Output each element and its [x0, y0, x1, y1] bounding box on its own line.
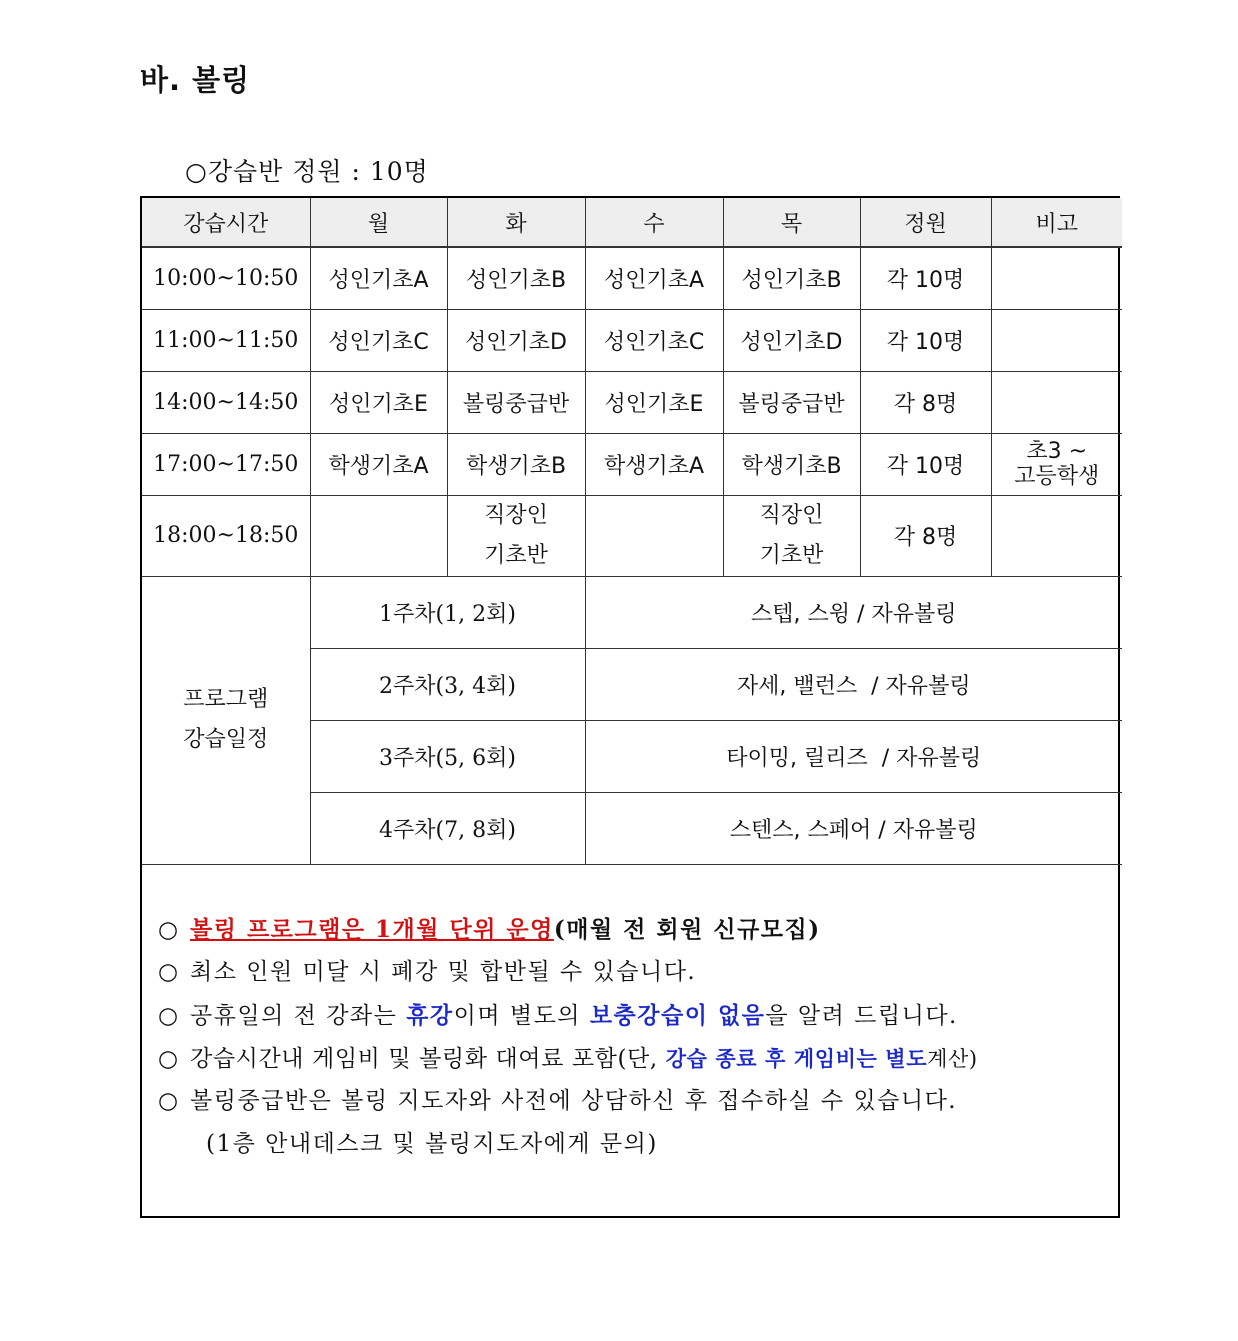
note-text: 이며 별도의 [453, 1003, 590, 1029]
capacity-cell: 각 10명 [860, 309, 991, 371]
table-header-row [142, 198, 1122, 247]
bullet-icon: ○ [158, 959, 180, 985]
class-cell [447, 495, 585, 576]
table-row [142, 309, 1122, 371]
program-label [142, 576, 310, 864]
header-wed: 수 [585, 198, 723, 247]
remarks-cell [991, 309, 1122, 371]
note-line [158, 1080, 1108, 1123]
note-text: (1층 안내데스크 및 볼링지도자에게 문의) [206, 1131, 658, 1157]
note-text: (매월 전 회원 신규모집) [553, 916, 821, 943]
note-line [158, 1037, 1108, 1080]
week-cell: 2주차(3, 4회) [310, 648, 585, 720]
header-mon: 월 [310, 198, 447, 247]
class-cell: 성인기초A [585, 247, 723, 309]
remarks-line: 고등학생 [1014, 464, 1100, 489]
class-cell: 학생기초A [310, 433, 447, 495]
class-cell: 성인기초C [310, 309, 447, 371]
class-cell: 학생기초A [585, 433, 723, 495]
class-line: 직장인 [759, 502, 824, 528]
week-cell: 3주차(5, 6회) [310, 720, 585, 792]
week-cell: 1주차(1, 2회) [310, 576, 585, 648]
capacity-cell: 각 8명 [860, 495, 991, 576]
remarks-cell [991, 495, 1122, 576]
week-content: 스텝, 스윙 / 자유볼링 [585, 576, 1122, 648]
table-row [142, 433, 1122, 495]
time-cell: 18:00~18:50 [142, 495, 310, 576]
remarks-line: 초3 ~ [1026, 439, 1088, 464]
note-text: 강습시간내 게임비 및 볼링화 대여료 포함(단, [190, 1046, 666, 1072]
note-text: 최소 인원 미달 시 폐강 및 합반될 수 있습니다. [190, 959, 697, 985]
note-text: 볼링중급반은 볼링 지도자와 사전에 상담하신 후 접수하실 수 있습니다. [190, 1088, 958, 1114]
class-cell: 학생기초B [723, 433, 860, 495]
capacity-cell: 각 10명 [860, 433, 991, 495]
capacity-cell: 각 10명 [860, 247, 991, 309]
section-heading: 바. 볼링 [140, 63, 251, 97]
class-cell [310, 495, 447, 576]
note-text: 계산) [927, 1047, 978, 1071]
notes-section [158, 908, 1108, 1166]
note-line [158, 951, 1108, 994]
class-cell: 볼링중급반 [447, 371, 585, 433]
header-time: 강습시간 [142, 198, 310, 247]
note-highlight-blue: 보충강습이 없음 [589, 1002, 766, 1029]
program-label-line: 강습일정 [183, 727, 269, 752]
class-line: 기초반 [484, 542, 548, 568]
note-line [158, 908, 1108, 951]
bullet-icon: ○ [158, 916, 180, 943]
class-line: 직장인 [484, 502, 548, 528]
header-thu: 목 [723, 198, 860, 247]
note-line [158, 1123, 1108, 1166]
class-cell [585, 495, 723, 576]
class-line: 기초반 [759, 542, 824, 568]
header-capacity: 정원 [860, 198, 991, 247]
time-cell: 11:00~11:50 [142, 309, 310, 371]
note-text: 공휴일의 전 강좌는 [190, 1003, 407, 1029]
program-label-line: 프로그램 [183, 687, 269, 712]
schedule-box [140, 196, 1120, 1218]
class-cell: 성인기초B [723, 247, 860, 309]
capacity-cell: 각 8명 [860, 371, 991, 433]
time-cell: 10:00~10:50 [142, 247, 310, 309]
class-cell: 성인기초E [310, 371, 447, 433]
remarks-cell [991, 433, 1122, 495]
remarks-cell [991, 371, 1122, 433]
bullet-icon: ○ [158, 1003, 180, 1029]
note-highlight-blue: 강습 종료 후 게임비는 별도 [665, 1046, 928, 1071]
program-row [142, 576, 1122, 648]
table-row [142, 495, 1122, 576]
capacity-line: ○강습반 정원 : 10명 [185, 157, 429, 186]
week-content: 자세, 밸런스 / 자유볼링 [585, 648, 1122, 720]
note-text: 을 알려 드립니다. [765, 1003, 958, 1029]
bullet-icon: ○ [158, 1088, 180, 1114]
table-row [142, 371, 1122, 433]
week-content: 스텐스, 스페어 / 자유볼링 [585, 792, 1122, 864]
class-cell: 학생기초B [447, 433, 585, 495]
header-tue: 화 [447, 198, 585, 247]
class-cell: 성인기초B [447, 247, 585, 309]
header-remarks: 비고 [991, 198, 1122, 247]
class-cell: 볼링중급반 [723, 371, 860, 433]
week-cell: 4주차(7, 8회) [310, 792, 585, 864]
class-cell: 성인기초D [447, 309, 585, 371]
class-cell: 성인기초C [585, 309, 723, 371]
note-line [158, 994, 1108, 1037]
table-row [142, 247, 1122, 309]
week-content: 타이밍, 릴리즈 / 자유볼링 [585, 720, 1122, 792]
note-highlight-blue: 휴강 [406, 1002, 454, 1029]
bullet-icon: ○ [158, 1046, 179, 1072]
class-cell [723, 495, 860, 576]
remarks-cell [991, 247, 1122, 309]
time-cell: 14:00~14:50 [142, 371, 310, 433]
time-cell: 17:00~17:50 [142, 433, 310, 495]
class-cell: 성인기초E [585, 371, 723, 433]
schedule-table [142, 198, 1122, 865]
class-cell: 성인기초D [723, 309, 860, 371]
class-cell: 성인기초A [310, 247, 447, 309]
note-highlight-red: 볼링 프로그램은 1개월 단위 운영 [190, 916, 554, 943]
